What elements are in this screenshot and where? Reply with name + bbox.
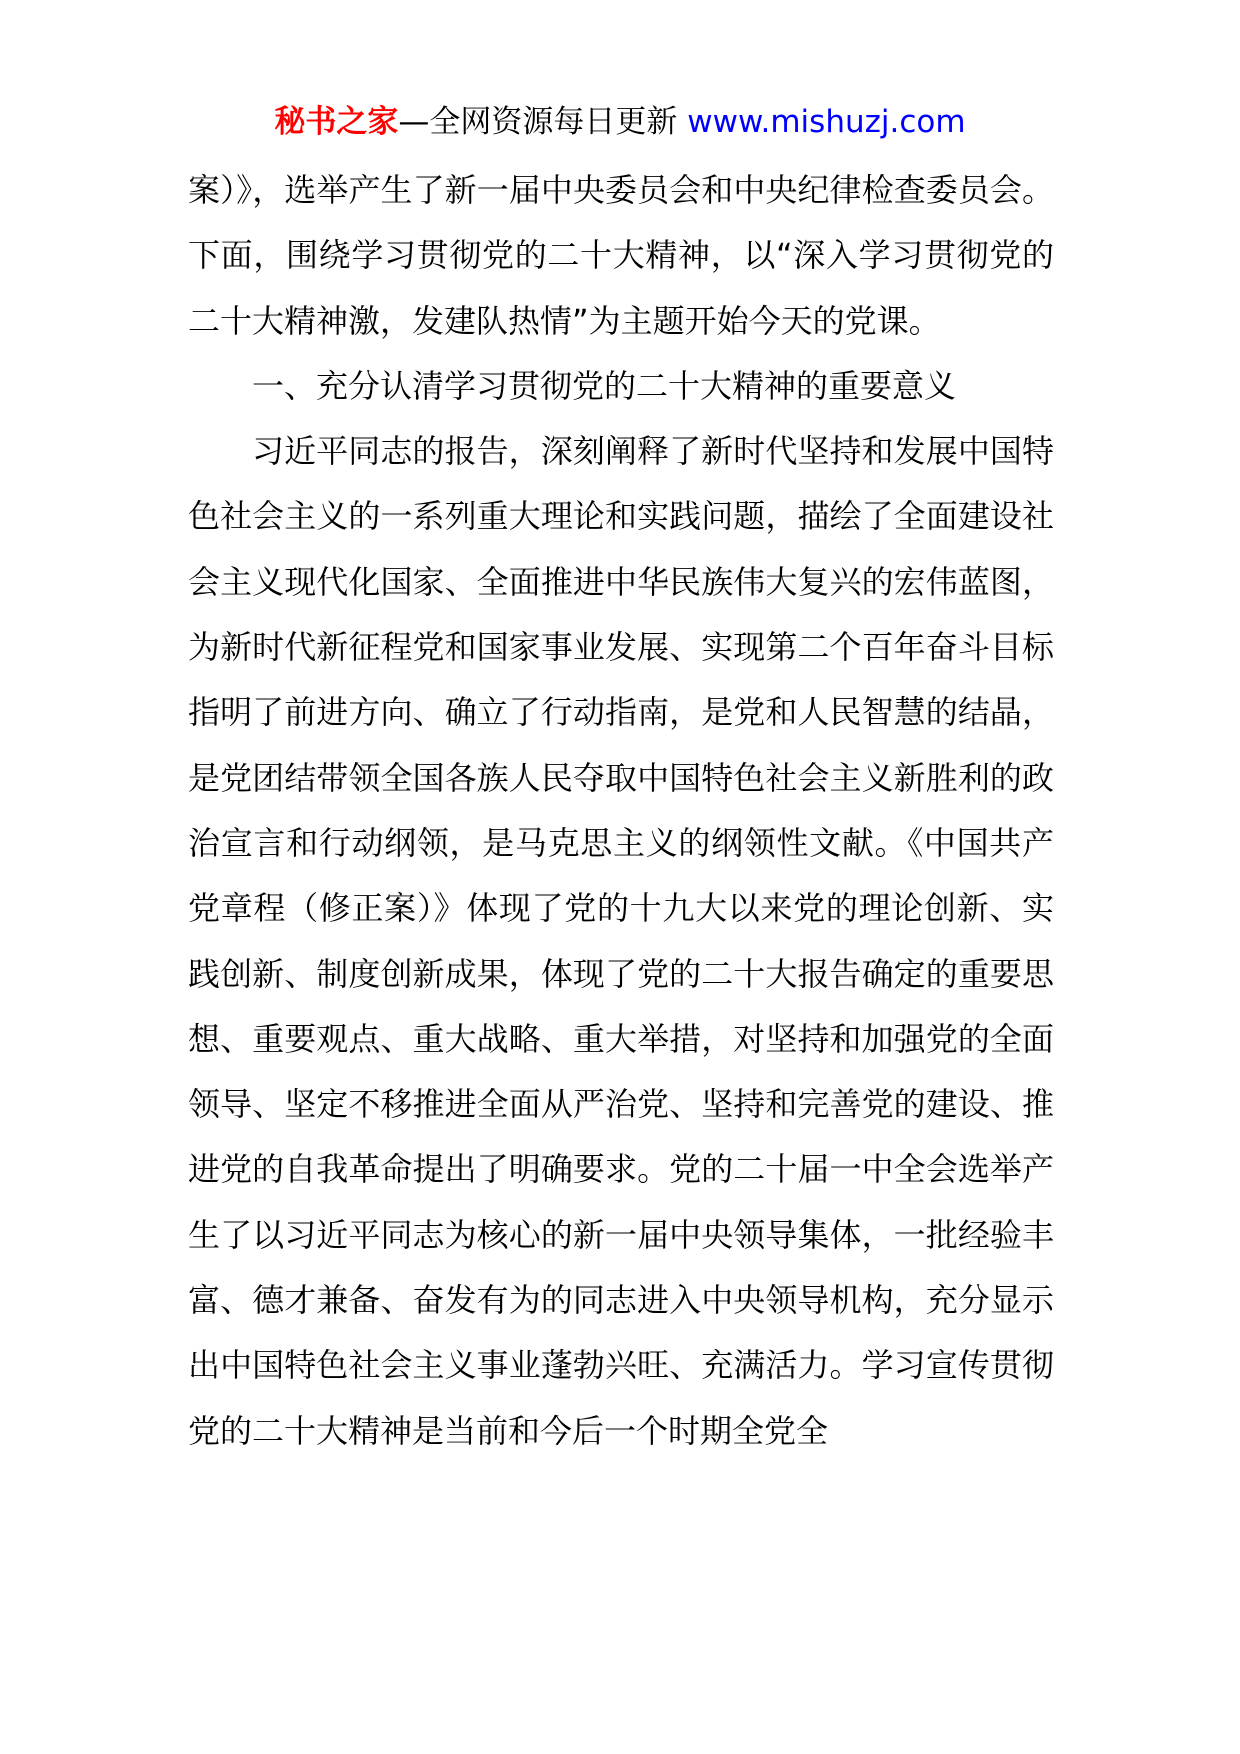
paragraph-body: 习近平同志的报告，深刻阐释了新时代坚持和发展中国特色社会主义的一系列重大理论和实践问题，描绘了全面建设社会主义现代化国家、全面推进中华民族伟大复兴的宏伟蓝图，为新时代新征程党和国家事业发展、实现第二个百年奋斗目标指明了前进方向、确立了行动指南，是党和人民智慧的结晶，是党团结带领全国各族人民夺取中国特色社会主义新胜利的政治宣言和行动纲领，是马克思主义的纲领性文献。《中国共产党章程（修正案）》体现了党的十九大以来党的理论创新、实践创新、制度创新成果，体现了党的二十大报告确定的重要思想、重要观点、重大战略、重大举措，对坚持和加强党的全面领导、坚定不移推进全面从严治党、坚持和完善党的建设、推进党的自我革命提出了明确要求。党的二十届一中全会选举产生了以习近平同志为核心的新一届中央领导集体，一批经验丰富、德才兼备、奋发有为的同志进入中央领导机构，充分显示出中国特色社会主义事业蓬勃兴旺、充满活力。学习宣传贯彻党的二十大精神是当前和今后一个时期全党全 <box>188 432 1054 1450</box>
site-header <box>0 100 1240 144</box>
site-url-link[interactable]: www.mishuzj.com <box>687 104 966 140</box>
section-heading: 一、充分认清学习贯彻党的二十大精神的重要意义 <box>252 366 957 405</box>
site-brand: 秘书之家 <box>274 104 399 140</box>
document-body <box>188 158 1054 1464</box>
paragraph-continuation: 案）》，选举产生了新一届中央委员会和中央纪律检查委员会。下面，围绕学习贯彻党的二十大精神，以“深入学习贯彻党的二十大精神激，发建队热情”为主题开始今天的党课。 <box>188 171 1054 340</box>
site-tagline: —全网资源每日更新 <box>398 104 678 140</box>
